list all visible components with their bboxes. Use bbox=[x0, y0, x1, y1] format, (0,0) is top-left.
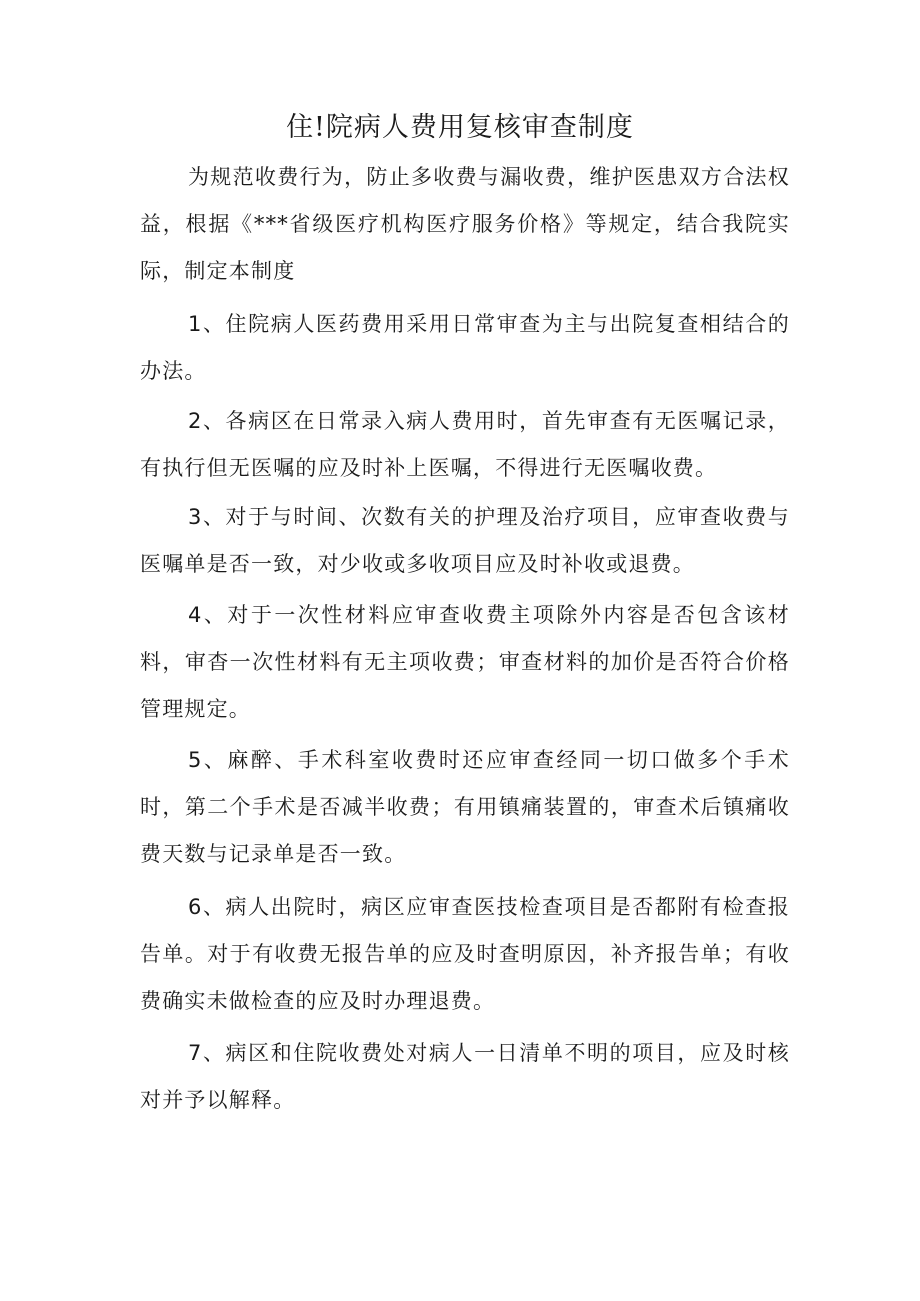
rule-item-4 bbox=[140, 592, 790, 733]
rule-text: 、病区和住院收费处对病人一日清单不明的项目，应及时核对并予以解释。 bbox=[140, 1041, 790, 1112]
rule-text: 、各病区在日常录入病人费用时，首先审查有无医嘱记录，有执行但无医嘱的应及时补上医嘱，不得进行无医嘱收费。 bbox=[140, 409, 790, 480]
rule-text: 、对于一次性材料应审查收费主项除外内容是否包含该材料，审杳一次性材料有无主项收费；审查材料的加价是否符合价格管理规定。 bbox=[140, 603, 790, 721]
rule-number: 6 bbox=[188, 895, 203, 919]
rule-item-2 bbox=[140, 398, 790, 492]
rule-number: 3 bbox=[188, 505, 203, 529]
rule-item-7 bbox=[140, 1030, 790, 1124]
rule-item-5 bbox=[140, 737, 790, 878]
rule-number: 4 bbox=[188, 603, 203, 627]
intro-paragraph: 为规范收费行为，防止多收费与漏收费，维护医患双方合法权益，根据《***省级医疗机构医疗服务价格》等规定，结合我院实际，制定本制度 bbox=[140, 165, 790, 283]
rule-item-3 bbox=[140, 494, 790, 588]
rule-item-1 bbox=[140, 301, 790, 395]
rule-text: 、对于与时间、次数有关的护理及治疗项目，应审查收费与医嘱单是否一致，对少收或多收项目应及时补收或退费。 bbox=[140, 505, 790, 576]
rule-text: 、病人出院时，病区应审查医技检查项目是否都附有检查报告单。对于有收费无报告单的应及时查明原因，补齐报告单；有收费确实未做检查的应及时办理退费。 bbox=[140, 895, 790, 1013]
rule-number: 1 bbox=[188, 312, 203, 336]
rule-number: 2 bbox=[188, 409, 203, 433]
rule-text: 、麻醉、手术科室收费时还应审查经同一切口做多个手术时，第二个手术是否减半收费；有用镇痛装置的，审查术后镇痛收费天数与记录单是否一致。 bbox=[140, 748, 790, 866]
rule-text: 、住院病人医药费用采用日常审查为主与出院复查相结合的办法。 bbox=[140, 312, 790, 383]
rule-number: 5 bbox=[188, 748, 203, 772]
rule-number: 7 bbox=[188, 1041, 203, 1065]
rule-item-6 bbox=[140, 884, 790, 1025]
document-title: 住!院病人费用复核审查制度 bbox=[286, 112, 634, 143]
